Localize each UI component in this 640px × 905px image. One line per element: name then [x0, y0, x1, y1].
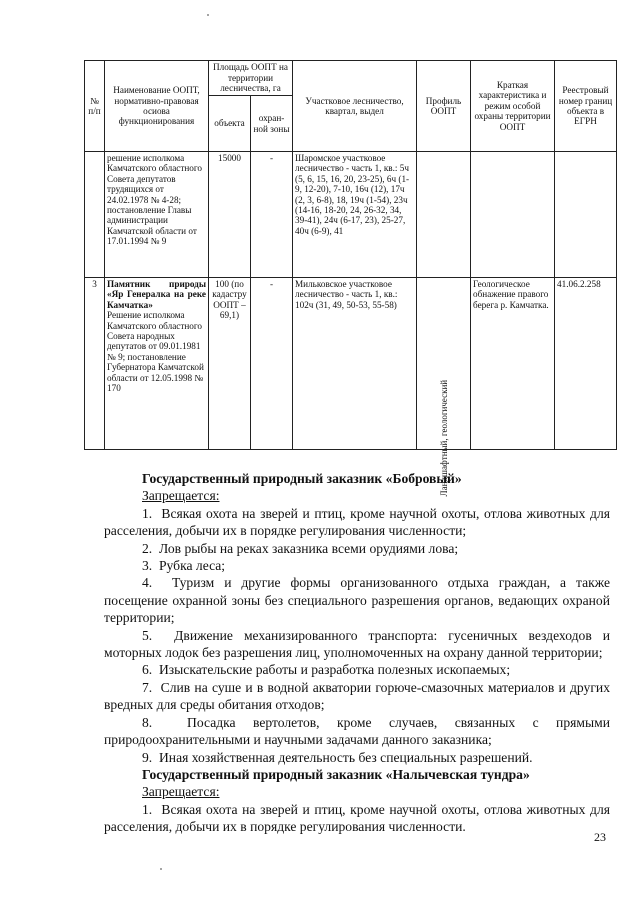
row-area-zone: -: [251, 278, 293, 450]
table-header-row: [85, 61, 617, 96]
row-num: [85, 152, 105, 278]
header-area: Площадь ООПТ на территории лесничества, га: [209, 61, 293, 96]
row-registry: 41.06.2.258: [555, 278, 617, 450]
list-item: 3. Рубка леса;: [142, 558, 226, 574]
section-subtitle: Запрещается:: [142, 488, 220, 504]
header-profile: Профиль ООПТ: [417, 61, 471, 152]
list-item: 7. Слив на суше и в водной акватории горюче-смазочных материалов и других вредных для среды обитания отходов;: [104, 679, 610, 713]
section-title: Государственный природный заказник «Налычевская тундра»: [142, 766, 530, 782]
list-item: 1. Всякая охота на зверей и птиц, кроме научной охоты, отлова животных для расселения, добычи их в порядке регулирования численности;: [104, 505, 610, 539]
scan-artifact: [160, 868, 162, 870]
header-registry: Реестровый номер границ объекта в ЕГРН: [555, 61, 617, 152]
section-subtitle: Запрещается:: [142, 784, 220, 800]
page-number: 23: [594, 830, 606, 844]
row-area-object: 15000: [209, 152, 251, 278]
header-area-object: объекта: [209, 96, 251, 152]
row-area-zone: -: [251, 152, 293, 278]
table-row: [85, 152, 617, 278]
list-item: 2. Лов рыбы на реках заказника всеми орудиями лова;: [142, 540, 459, 556]
row-profile-text: Ландшафтный, геологический: [438, 379, 449, 497]
body-text: [104, 470, 610, 836]
header-num: № п/п: [85, 61, 105, 152]
list-item: 6. Изыскательские работы и разработка полезных ископаемых;: [142, 662, 511, 678]
list-item: 5. Движение механизированного транспорта: гусеничных вездеходов и моторных лодок без разрешения лиц, уполномоченных на охрану данной территории;: [104, 627, 610, 661]
row-characteristic: Геологическое обнажение правого берега р. Камчатка.: [471, 278, 555, 450]
row-forestry: Мильковское участковое лесничество - часть 1, кв.: 102ч (31, 49, 50-53, 55-58): [293, 278, 417, 450]
row-profile: [417, 152, 471, 278]
row-characteristic: [471, 152, 555, 278]
row-registry: [555, 152, 617, 278]
row-area-object: 100 (по кадастру ООПТ – 69,1): [209, 278, 251, 450]
list-item: 4. Туризм и другие формы организованного отдыха граждан, а также посещение охранной зоны без специального разрешения органов, ведающих охраной территории;: [104, 575, 610, 626]
row-forestry: Шаромское участковое лесничество - часть 1, кв.: 5ч (5, 6, 15, 16, 20, 23-25), 6ч (1-9, 12-20), 7-10, 16ч (12), 17ч (2, 3, 6-8), 18, 19ч (1-54), 23ч (14-16, 18-20, 24, 26-32, 34, 39-41), 24ч (6-17, 23), 25-27, 40ч (6-9), 41: [293, 152, 417, 278]
header-name: Наименование ООПТ, нормативно-правовая осиова функционирования: [105, 61, 209, 152]
header-area-zone: охран-ной зоны: [251, 96, 293, 152]
table-row: [85, 278, 617, 450]
row-num: 3: [85, 278, 105, 450]
row-name-text: Решение исполкома Камчатского областного Совета народных депутатов от 09.01.1981 № 9; постановление Губернатора Камчатской области от 12.05.1998 № 170: [107, 310, 204, 394]
row-name-text: решение исполкома Камчатского областного Совета депутатов трудящихся от 24.02.1978 № 4-28; постановление Главы администрации Камчатской области от 17.01.1994 № 9: [107, 153, 203, 247]
scan-artifact: [207, 14, 209, 16]
list-item: 8. Посадка вертолетов, кроме случаев, связанных с прямыми природоохранительными и научными задачами данного заказника;: [104, 714, 610, 748]
section-title: Государственный природный заказник «Бобровый»: [142, 471, 462, 486]
list-item: 1. Всякая охота на зверей и птиц, кроме научной охоты, отлова животных для расселения, добычи их в порядке регулирования численности.: [104, 801, 610, 835]
header-forestry: Участковое лесничество, квартал, выдел: [293, 61, 417, 152]
list-item: 9. Иная хозяйственная деятельность без специальных разрешений.: [142, 749, 533, 765]
row-profile: [417, 278, 471, 497]
row-name-title: Памятник природы «Яр Генералка на реке Камчатка»: [107, 279, 206, 310]
row-name: [105, 278, 209, 450]
row-name: [105, 152, 209, 278]
header-characteristic: Краткая характеристика и режим особой охраны территории ООПТ: [471, 61, 555, 152]
